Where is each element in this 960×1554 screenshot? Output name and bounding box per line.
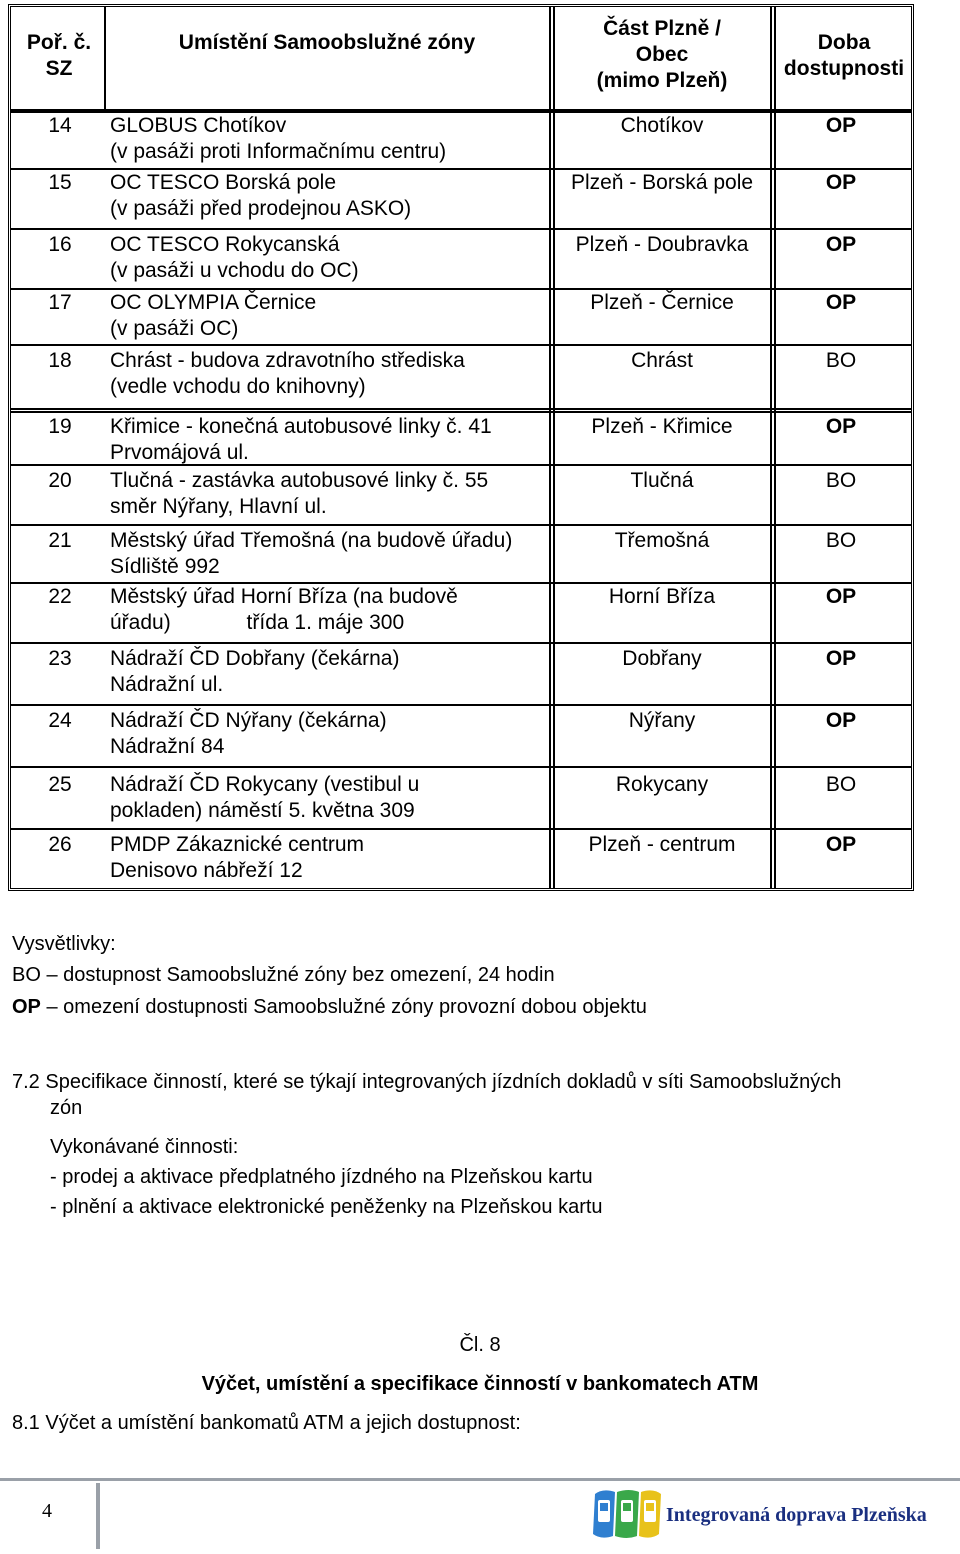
section-7-2-heading-cont: zón (50, 1097, 83, 1119)
subsection-8-1: 8.1 Výčet a umístění bankomatů ATM a jejich dostupnost: (12, 1412, 521, 1434)
row-separator (11, 228, 911, 230)
row-availability: OP (825, 291, 857, 314)
row-location-line2: úřadu) třída 1. máje 300 (110, 611, 405, 634)
header-city-line1: Část Plzně / (603, 17, 721, 40)
header-city-line3: (mimo Plzeň) (596, 69, 728, 92)
row-separator (11, 766, 911, 768)
row-city: Nýřany (628, 709, 696, 732)
column-separator (774, 7, 776, 888)
header-location: Umístění Samoobslužné zóny (178, 31, 476, 54)
header-city-line2: Obec (635, 43, 689, 66)
section-7-2-heading: 7.2 Specifikace činností, které se týkají integrovaných jízdních dokladů v síti Samoobslužných (12, 1071, 842, 1093)
row-number: 20 (48, 469, 72, 492)
row-location-line2: (v pasáži OC) (110, 317, 239, 340)
row-separator (11, 524, 911, 526)
row-city: Chrást (631, 349, 693, 372)
row-availability: BO (825, 349, 857, 372)
row-number: 14 (48, 114, 72, 137)
row-location-line2: (v pasáži u vchodu do OC) (110, 259, 359, 282)
legend-op (12, 994, 647, 1020)
row-availability: OP (825, 171, 857, 194)
row-location-line1: PMDP Zákaznické centrum (110, 833, 365, 856)
row-city: Horní Bříza (608, 585, 716, 608)
row-separator (11, 344, 911, 346)
row-location-line2: pokladen) náměstí 5. května 309 (110, 799, 415, 822)
row-city: Plzeň - Doubravka (575, 233, 749, 256)
header-number (14, 30, 104, 82)
row-city: Třemošná (614, 529, 710, 552)
row-separator (11, 828, 911, 830)
row-number: 16 (48, 233, 72, 256)
row-availability: OP (825, 233, 857, 256)
activity-item: - plnění a aktivace elektronické peněženky na Plzeňskou kartu (50, 1196, 603, 1218)
row-location-line2: (v pasáži proti Informačnímu centru) (110, 140, 447, 163)
header-availability-line1: Doba (817, 31, 871, 54)
row-location-line2: (vedle vchodu do knihovny) (110, 375, 366, 398)
row-location-line2: Denisovo nábřeží 12 (110, 859, 303, 882)
column-separator (104, 7, 106, 109)
activity-item: - prodej a aktivace předplatného jízdného na Plzeňskou kartu (50, 1166, 593, 1188)
row-location-line1: Městský úřad Třemošná (na budově úřadu) (110, 529, 513, 552)
row-availability: OP (825, 709, 857, 732)
row-separator (11, 411, 911, 413)
page-number-separator (96, 1483, 100, 1549)
row-availability: OP (825, 114, 857, 137)
row-number: 19 (48, 415, 72, 438)
row-location-line1: OC TESCO Borská pole (110, 171, 337, 194)
legend-op-code: OP (12, 996, 41, 1018)
row-number: 17 (48, 291, 72, 314)
row-separator (11, 642, 911, 644)
header-availability (776, 30, 912, 82)
row-location-line2: Nádražní ul. (110, 673, 224, 696)
row-availability: OP (825, 647, 857, 670)
row-location-line1: Nádraží ČD Nýřany (čekárna) (110, 709, 387, 732)
legend-title: Vysvětlivky: (12, 933, 116, 955)
header-number-line2: SZ (45, 57, 73, 80)
brand-logo-icon (591, 1488, 663, 1544)
row-location-line1: Nádraží ČD Dobřany (čekárna) (110, 647, 400, 670)
row-location-line1: GLOBUS Chotíkov (110, 114, 287, 137)
row-location-line2: (v pasáži před prodejnou ASKO) (110, 197, 412, 220)
row-location-line2: směr Nýřany, Hlavní ul. (110, 495, 327, 518)
row-number: 25 (48, 773, 72, 796)
row-number: 15 (48, 171, 72, 194)
activities-title: Vykonávané činnosti: (50, 1136, 239, 1158)
row-availability: OP (825, 415, 857, 438)
article-number: Čl. 8 (459, 1334, 501, 1356)
row-city: Plzeň - Křimice (591, 415, 733, 438)
row-location-line2: Prvomájová ul. (110, 441, 249, 464)
row-separator (11, 704, 911, 706)
header-number-line1: Poř. č. (26, 31, 92, 54)
header-city (555, 16, 769, 94)
row-city: Plzeň - Borská pole (570, 171, 754, 194)
row-location-line1: OC TESCO Rokycanská (110, 233, 340, 256)
row-number: 26 (48, 833, 72, 856)
row-separator (11, 408, 911, 410)
row-city: Plzeň - centrum (588, 833, 736, 856)
row-city: Chotíkov (620, 114, 704, 137)
row-location-line2: Nádražní 84 (110, 735, 225, 758)
row-city: Dobřany (622, 647, 702, 670)
row-availability: OP (825, 585, 857, 608)
brand-name: Integrovaná doprava Plzeňska (666, 1504, 927, 1526)
row-number: 21 (48, 529, 72, 552)
row-city: Plzeň - Černice (590, 291, 734, 314)
article-title: Výčet, umístění a specifikace činností v bankomatech ATM (201, 1373, 759, 1395)
row-location-line1: Křimice - konečná autobusové linky č. 41 (110, 415, 492, 438)
row-number: 24 (48, 709, 72, 732)
row-location-line1: OC OLYMPIA Černice (110, 291, 317, 314)
row-availability: BO (825, 529, 857, 552)
legend-dash: – (46, 964, 58, 986)
row-availability: BO (825, 469, 857, 492)
legend-bo-text: dostupnost Samoobslužné zóny bez omezení, 24 hodin (63, 964, 555, 986)
column-separator (770, 7, 772, 888)
legend-bo (12, 962, 555, 988)
row-location-line1: Chrást - budova zdravotního střediska (110, 349, 465, 372)
row-city: Rokycany (615, 773, 709, 796)
row-location-line1: Městský úřad Horní Bříza (na budově (110, 585, 458, 608)
legend-op-text: omezení dostupnosti Samoobslužné zóny provozní dobou objektu (63, 996, 647, 1018)
row-number: 23 (48, 647, 72, 670)
footer-divider (0, 1478, 960, 1481)
row-number: 22 (48, 585, 72, 608)
brand-logo-svg (591, 1488, 663, 1544)
row-availability: BO (825, 773, 857, 796)
row-location-line1: Tlučná - zastávka autobusové linky č. 55 (110, 469, 489, 492)
page-number: 4 (42, 1500, 52, 1522)
legend-dash: – (46, 996, 58, 1018)
row-number: 18 (48, 349, 72, 372)
legend-bo-code: BO (12, 964, 41, 986)
header-availability-line2: dostupnosti (783, 57, 905, 80)
row-city: Tlučná (630, 469, 694, 492)
row-location-line1: Nádraží ČD Rokycany (vestibul u (110, 773, 420, 796)
row-availability: OP (825, 833, 857, 856)
row-location-line2: Sídliště 992 (110, 555, 220, 578)
